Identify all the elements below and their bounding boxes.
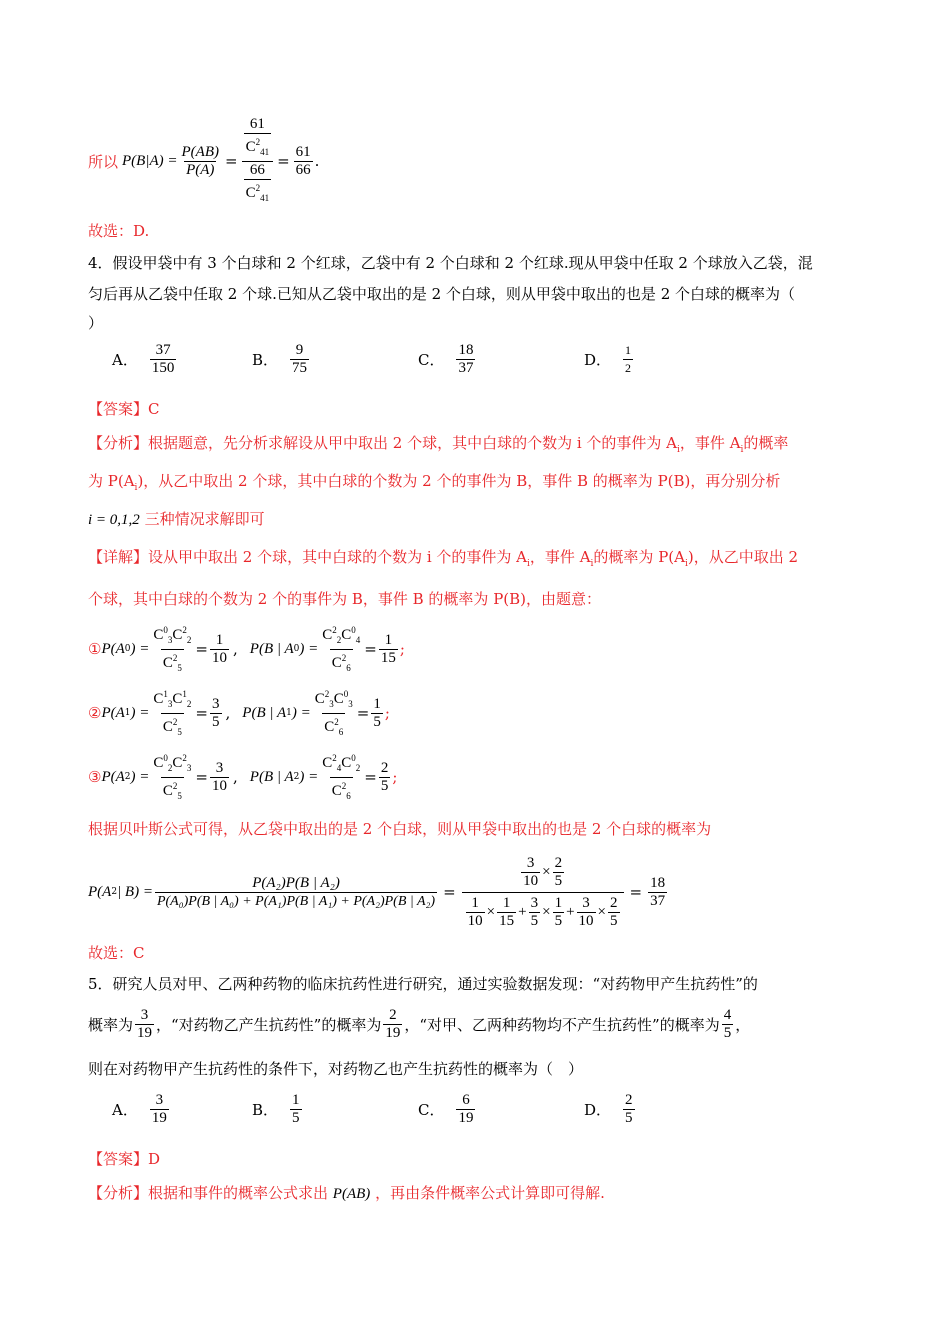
q5-option-d-num: 2	[625, 1092, 633, 1108]
q5-option-c-den: 19	[458, 1110, 474, 1126]
q4-option-c-label: C．	[418, 351, 445, 369]
so-label: 所以	[88, 152, 119, 171]
case-2-pb-num: 1	[373, 695, 381, 712]
bayes-num: P(A₂)P(B | A₂)	[252, 874, 340, 891]
q4-analysis-1c: 的概率	[743, 434, 789, 452]
q4-option-a-num: 37	[155, 342, 171, 358]
q4-stem-2: 匀后再从乙袋中任取 2 个球.已知从乙袋中取出的是 2 个白球，则从甲袋中取出的也是 2 个白球的概率为（	[88, 285, 796, 303]
q4-option-a-den: 150	[151, 360, 175, 376]
bayes-formula: P(A 2 | B) = $\frac{\text{P(A₂)P(B | A₂)}}{\text{P(A₀)P(B | A₀) + P(A₁)P(B | A₁) + P(A₂)P(B | A₂)}}$ = $\frac{3}{10}$ × $\frac{2}{5}$ $\frac{1}{10}$ × $\frac{1}{15}$ + $\frac{3}{5}$ × $\frac{1}{5}$ + $\frac{3}{10}$ × $\frac{2}{5}$ = $\frac{18}{37}$	[88, 854, 666, 929]
q5-option-a-den: 19	[151, 1110, 167, 1126]
q4-option-a-label: A．	[112, 351, 138, 369]
q5-stem-3: 则在对药物甲产生抗药性的条件下，对药物乙也产生抗药性的概率为（ ）	[88, 1060, 584, 1078]
q5-option-d[interactable]	[584, 1092, 637, 1127]
q5-option-d-den: 5	[625, 1110, 633, 1126]
q5-p1-num: 3	[140, 1006, 149, 1023]
case-2-pa-num: 3	[212, 695, 220, 712]
q4-analysis-2: 为 $P(A_i)$，从乙中取出 2 个球，其中白球的个数为 2 个的事件为 B，事件 B 的概率为 P(B)，再分别分析	[88, 472, 781, 493]
inner-num-top: 61	[249, 115, 265, 132]
q4-analysis-1b: ，事件 A	[679, 434, 741, 452]
prev-frac-1	[180, 144, 221, 179]
q4-analysis-2a: 为 P(A	[88, 472, 135, 490]
q4-option-c-den: 37	[458, 360, 474, 376]
bayes-den: P(A₀)P(B | A₀) + P(A₁)P(B | A₁) + P(A₂)P(B | A₂)	[156, 893, 436, 909]
q5-analysis-b: ，再由条件概率公式计算即可得解.	[375, 1184, 605, 1202]
inner-den-top: 66	[249, 161, 265, 178]
prev-result-num: 61	[295, 143, 311, 160]
q5-option-b-den: 5	[292, 1110, 300, 1126]
q5-stem-2b: ，“对药物乙产生抗药性”的概率为	[156, 1015, 382, 1034]
q4-option-c[interactable]	[418, 342, 477, 377]
case-2-pa-den: 5	[212, 713, 220, 730]
q5-option-a[interactable]	[112, 1092, 171, 1127]
q5-p2-num: 2	[389, 1006, 397, 1023]
q5-option-b-num: 1	[292, 1092, 300, 1108]
q4-stem-3: ）	[88, 314, 104, 332]
prev-frac-2	[242, 116, 274, 207]
inner-den-bot: C	[245, 184, 256, 201]
q4-analysis-3	[88, 508, 265, 531]
q4-analysis-1a: 【分析】根据题意，先分析求解设从甲中取出 2 个球，其中白球的个数为 i 个的事件为 A	[88, 434, 678, 452]
q4-analysis-3b: 三种情况求解即可	[144, 510, 265, 528]
prev-result-den: 66	[295, 161, 311, 178]
q5-p3-num: 4	[723, 1006, 732, 1023]
q5-analysis	[88, 1182, 605, 1205]
q5-stem-2a: 概率为	[88, 1015, 134, 1034]
comb-sub-2: 41	[260, 192, 270, 203]
case-1: ① P(A 0 ) = $\frac{C^0_3C^2_2}{C^2_5}$ = $\frac{1}{10}$ , P(B | A 0 ) = $\frac{C^2_2C^0_4}{C^2_6}$ = $\frac{1}{15}$ ;	[88, 626, 405, 672]
case-3-pb-num: 2	[380, 759, 389, 776]
q4-analysis-1: 【分析】根据题意，先分析求解设从甲中取出 2 个球，其中白球的个数为 i 个的事件为 $A_i$，事件 $A_i$的概率	[88, 434, 789, 455]
q5-stem-2d: ，	[735, 1015, 751, 1034]
case-3-mark: ③	[88, 768, 102, 786]
q5-option-c-label: C．	[418, 1101, 445, 1119]
case-3-pa-den: 10	[212, 777, 227, 794]
q4-detail-1c: 的概率为 P(A	[593, 548, 685, 566]
case-3: ③ P(A 2 ) = $\frac{C^0_2C^2_3}{C^2_5}$ = $\frac{3}{10}$ , P(B | A 2 ) = $\frac{C^2_4C^0_2}{C^2_6}$ = $\frac{2}{5}$ ;	[88, 754, 397, 800]
case-1-i: 0	[124, 644, 131, 654]
q4-option-a[interactable]	[112, 342, 178, 377]
q4-detail-2: 个球，其中白球的个数为 2 个的事件为 B，事件 B 的概率为 P(B)，由题意：	[88, 590, 602, 608]
case-2: ② P(A 1 ) = $\frac{C^1_3C^1_2}{C^2_5}$ = $\frac{3}{5}$ , P(B | A 1 ) = $\frac{C^2_3C^0_3}{C^2_6}$ = $\frac{1}{5}$ ;	[88, 690, 390, 736]
prev-lhs: P(B|A) =	[122, 152, 178, 169]
q5-option-d-label: D．	[584, 1101, 612, 1119]
q4-option-d-den: 2	[625, 361, 632, 375]
case-2-mark: ②	[88, 704, 102, 722]
q4-analysis-2b: )，从乙中取出 2 个球，其中白球的个数为 2 个的事件为 B，事件 B 的概率为 P(B)，再分别分析	[137, 472, 781, 490]
case-1-pb-num: 1	[384, 631, 393, 648]
case-1-pb-den: 15	[380, 649, 396, 666]
q4-stem-1: 4．假设甲袋中有 3 个白球和 2 个红球，乙袋中有 2 个白球和 2 个红球.现从甲袋中任取 2 个球放入乙袋，混	[88, 254, 813, 272]
case-3-pa-num: 3	[215, 759, 224, 776]
comb-sub-1: 41	[260, 146, 270, 157]
q5-option-c[interactable]	[418, 1092, 477, 1127]
q4-option-b-label: B．	[252, 351, 279, 369]
q4-analysis-3a: i = 0,1,2	[88, 512, 140, 528]
q4-detail-1b: ，事件 A	[529, 548, 591, 566]
case-1-pa-num: 1	[215, 631, 224, 648]
q5-option-a-num: 3	[155, 1092, 164, 1108]
q5-p1-den: 19	[137, 1024, 153, 1041]
q4-detail-1a: 【详解】设从甲中取出 2 个球，其中白球的个数为 i 个的事件为 A	[88, 548, 528, 566]
q4-option-d-label: D．	[584, 351, 612, 369]
q4-option-c-num: 18	[458, 342, 474, 358]
prev-formula: 所以 P(B|A) = $\frac{P(AB)}{P(A)}$ = 61 $C^2_{41}$ 66 $C^2_{41}$ = $\frac{61}{66}$ .	[88, 116, 319, 206]
case-3-i: 2	[124, 772, 131, 782]
q5-p3-den: 5	[723, 1024, 732, 1041]
q4-option-b[interactable]	[252, 342, 311, 377]
comb-sup-2: 2	[255, 182, 261, 193]
bayes-result-den: 37	[650, 892, 666, 909]
comb-sup-1: 2	[255, 136, 261, 147]
q5-option-c-num: 6	[462, 1092, 470, 1108]
q4-option-d[interactable]	[584, 342, 635, 377]
q4-detail-1d: )，从乙中取出 2	[687, 548, 799, 566]
q4-answer: 【答案】C	[88, 400, 160, 418]
bayes-lhs2: | B) =	[117, 883, 153, 900]
case-2-pb-den: 5	[373, 713, 381, 730]
prev-frac-1-den: P(A)	[186, 161, 215, 178]
q4-final-answer: 故选：C	[88, 944, 145, 962]
q5-option-b-label: B．	[252, 1101, 279, 1119]
q5-answer: 【答案】D	[88, 1150, 161, 1168]
case-1-pa-den: 10	[212, 649, 227, 666]
bayes-result-num: 18	[650, 874, 666, 891]
prev-answer: 故选：D.	[88, 222, 150, 240]
q5-option-b[interactable]	[252, 1092, 304, 1127]
inner-num-bot: C	[245, 138, 256, 155]
prev-result	[294, 144, 313, 179]
case-2-i: 1	[124, 708, 131, 718]
bayes-middle: $\frac{3}{10}$ × $\frac{2}{5}$ $\frac{1}{10}$ × $\frac{1}{15}$ + $\frac{3}{5}$ × $\frac{1}{5}$ + $\frac{3}{10}$ × $\frac{2}{5}$	[462, 855, 624, 930]
bayes-intro: 根据贝叶斯公式可得，从乙袋中取出的是 2 个白球，则从甲袋中取出的也是 2 个白球的概率为	[88, 820, 712, 838]
prev-frac-1-num: P(AB)	[181, 143, 219, 160]
q5-stem-2c: ，“对甲、乙两种药物均不产生抗药性”的概率为	[404, 1015, 720, 1034]
q5-stem-1: 5．研究人员对甲、乙两种药物的临床抗药性进行研究，通过实验数据发现：“对药物甲产生抗药性”的	[88, 975, 758, 993]
q5-p2-den: 19	[385, 1024, 401, 1041]
q4-option-d-num: 1	[625, 343, 632, 357]
q4-option-b-den: 75	[292, 360, 308, 376]
q5-option-a-label: A．	[112, 1101, 138, 1119]
bayes-lhs: P(A	[88, 883, 112, 900]
q5-analysis-pab: P(AB)	[332, 1186, 371, 1202]
case-3-pb-den: 5	[380, 777, 389, 794]
q4-detail-1: 【详解】设从甲中取出 2 个球，其中白球的个数为 i 个的事件为 $A_i$，事件 $A_i$的概率为 $P(A_i)$，从乙中取出 2	[88, 548, 799, 569]
q5-stem-2	[88, 1002, 750, 1046]
case-1-mark: ①	[88, 640, 102, 658]
q4-option-b-num: 9	[295, 342, 304, 358]
q5-analysis-a: 【分析】根据和事件的概率公式求出	[88, 1184, 329, 1202]
